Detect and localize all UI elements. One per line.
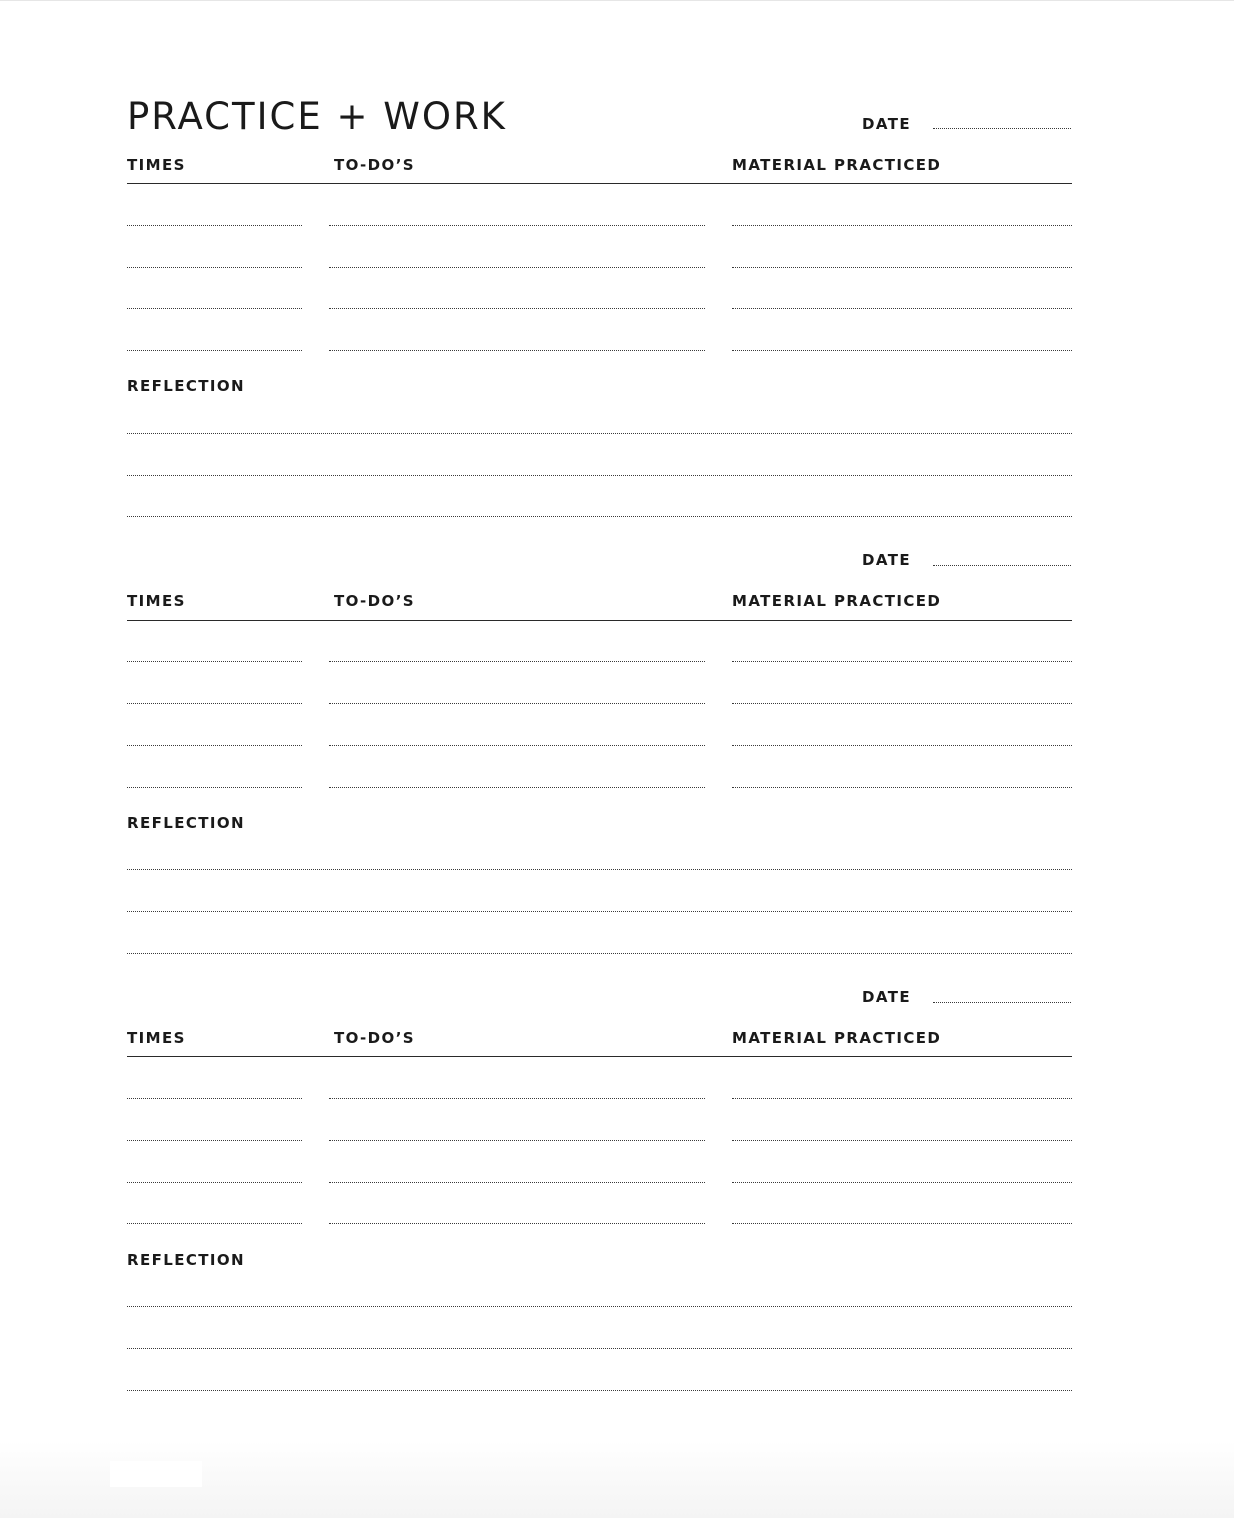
page-bottom-patch — [110, 1461, 202, 1487]
reflection-line[interactable] — [127, 953, 1072, 954]
todo-line[interactable] — [329, 267, 705, 268]
times-line[interactable] — [127, 267, 302, 268]
header-rule — [127, 183, 1072, 184]
times-header: TIMES — [127, 1029, 186, 1047]
times-line[interactable] — [127, 308, 302, 309]
reflection-line[interactable] — [127, 869, 1072, 870]
todos-header: TO-DO’S — [334, 592, 415, 610]
material-line[interactable] — [732, 661, 1072, 662]
material-line[interactable] — [732, 1140, 1072, 1141]
times-line[interactable] — [127, 745, 302, 746]
times-line[interactable] — [127, 225, 302, 226]
times-line[interactable] — [127, 703, 302, 704]
date-label: DATE — [862, 988, 911, 1006]
date-label: DATE — [862, 551, 911, 569]
todo-line[interactable] — [329, 703, 705, 704]
header-rule — [127, 1056, 1072, 1057]
reflection-label: REFLECTION — [127, 377, 245, 395]
times-line[interactable] — [127, 1182, 302, 1183]
times-line[interactable] — [127, 661, 302, 662]
material-line[interactable] — [732, 1098, 1072, 1099]
date-line[interactable] — [933, 565, 1071, 566]
todo-line[interactable] — [329, 1140, 705, 1141]
todo-line[interactable] — [329, 350, 705, 351]
todo-line[interactable] — [329, 225, 705, 226]
date-label: DATE — [862, 115, 911, 133]
date-line[interactable] — [933, 1002, 1071, 1003]
reflection-line[interactable] — [127, 911, 1072, 912]
times-line[interactable] — [127, 1098, 302, 1099]
material-line[interactable] — [732, 350, 1072, 351]
times-line[interactable] — [127, 1223, 302, 1224]
material-header: MATERIAL PRACTICED — [732, 156, 942, 174]
reflection-line[interactable] — [127, 475, 1072, 476]
reflection-line[interactable] — [127, 433, 1072, 434]
times-line[interactable] — [127, 787, 302, 788]
page-title: PRACTICE + WORK — [127, 95, 507, 138]
reflection-line[interactable] — [127, 1348, 1072, 1349]
material-line[interactable] — [732, 787, 1072, 788]
reflection-label: REFLECTION — [127, 1251, 245, 1269]
material-line[interactable] — [732, 1182, 1072, 1183]
todo-line[interactable] — [329, 308, 705, 309]
material-line[interactable] — [732, 703, 1072, 704]
todo-line[interactable] — [329, 661, 705, 662]
todo-line[interactable] — [329, 787, 705, 788]
todos-header: TO-DO’S — [334, 1029, 415, 1047]
material-header: MATERIAL PRACTICED — [732, 592, 942, 610]
times-line[interactable] — [127, 350, 302, 351]
todo-line[interactable] — [329, 1223, 705, 1224]
reflection-label: REFLECTION — [127, 814, 245, 832]
material-line[interactable] — [732, 225, 1072, 226]
todo-line[interactable] — [329, 745, 705, 746]
material-header: MATERIAL PRACTICED — [732, 1029, 942, 1047]
reflection-line[interactable] — [127, 516, 1072, 517]
material-line[interactable] — [732, 308, 1072, 309]
date-line[interactable] — [933, 128, 1071, 129]
times-header: TIMES — [127, 592, 186, 610]
reflection-line[interactable] — [127, 1390, 1072, 1391]
material-line[interactable] — [732, 267, 1072, 268]
todo-line[interactable] — [329, 1098, 705, 1099]
times-header: TIMES — [127, 156, 186, 174]
material-line[interactable] — [732, 1223, 1072, 1224]
times-line[interactable] — [127, 1140, 302, 1141]
todos-header: TO-DO’S — [334, 156, 415, 174]
reflection-line[interactable] — [127, 1306, 1072, 1307]
header-rule — [127, 620, 1072, 621]
material-line[interactable] — [732, 745, 1072, 746]
todo-line[interactable] — [329, 1182, 705, 1183]
